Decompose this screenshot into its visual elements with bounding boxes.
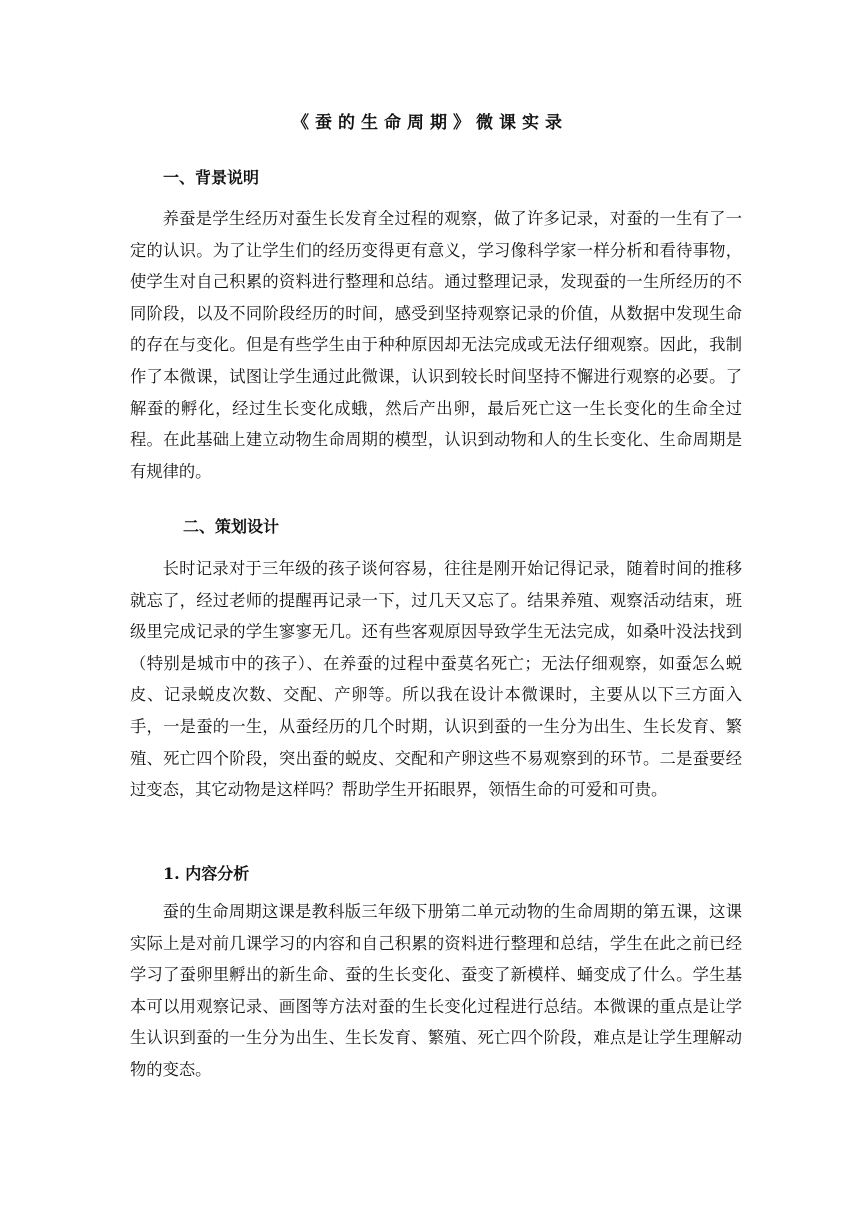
paragraph-design: 长时记录对于三年级的孩子谈何容易，往往是刚开始记得记录，随着时间的推移就忘了，经过老师的提醒再记录一下，过几天又忘了。结果养殖、观察活动结束，班级里完成记录的学生寥寥无几。还有些客观原因导致学生无法完成，如桑叶没法找到（特别是城市中的孩子）、在养蚕的过程中蚕莫名死亡；无法仔细观察，如蚕怎么蜕皮、记录蜕皮次数、交配、产卵等。所以我在设计本微课时，主要从以下三方面入手，一是蚕的一生，从蚕经历的几个时期，认识到蚕的一生分为出生、生长发育、繁殖、死亡四个阶段，突出蚕的蜕皮、交配和产卵这些不易观察到的环节。二是蚕要经过变态，其它动物是这样吗？帮助学生开拓眼界，领悟生命的可爱和可贵。: [130, 559, 742, 800]
paragraph-background: 养蚕是学生经历对蚕生长发育全过程的观察，做了许多记录，对蚕的一生有了一定的认识。为了让学生们的经历变得更有意义，学习像科学家一样分析和看待事物，使学生对自己积累的资料进行整理和总结。通过整理记录，发现蚕的一生所经历的不同阶段，以及不同阶段经历的时间，感受到坚持观察记录的价值，从数据中发现生命的存在与变化。但是有些学生由于种种原因却无法完成或无法仔细观察。因此，我制作了本微课，试图让学生通过此微课，认识到较长时间坚持不懈进行观察的必要。了解蚕的孵化，经过生长变化成蛾，然后产出卵，最后死亡这一生长变化的生命全过程。在此基础上建立动物生命周期的模型，认识到动物和人的生长变化、生命周期是有规律的。: [130, 209, 742, 481]
paragraph-content-analysis: 蚕的生命周期这课是教科版三年级下册第二单元动物的生命周期的第五课，这课实际上是对前几课学习的内容和自己积累的资料进行整理和总结，学生在此之前已经学习了蚕卵里孵出的新生命、蚕的生长变化、蚕变了新模样、蛹变成了什么。学生基本可以用观察记录、画图等方法对蚕的生长变化过程进行总结。本微课的重点是让学生认识到蚕的一生分为出生、生长发育、繁殖、死亡四个阶段，难点是让学生理解动物的变态。: [130, 902, 742, 1079]
section-heading-design: 二、策划设计: [183, 517, 280, 536]
subsection-heading-content-analysis: 1. 内容分析: [163, 864, 250, 883]
document-title: 《蚕的生命周期》微课实录: [292, 113, 568, 133]
section-heading-background: 一、背景说明: [163, 168, 260, 187]
